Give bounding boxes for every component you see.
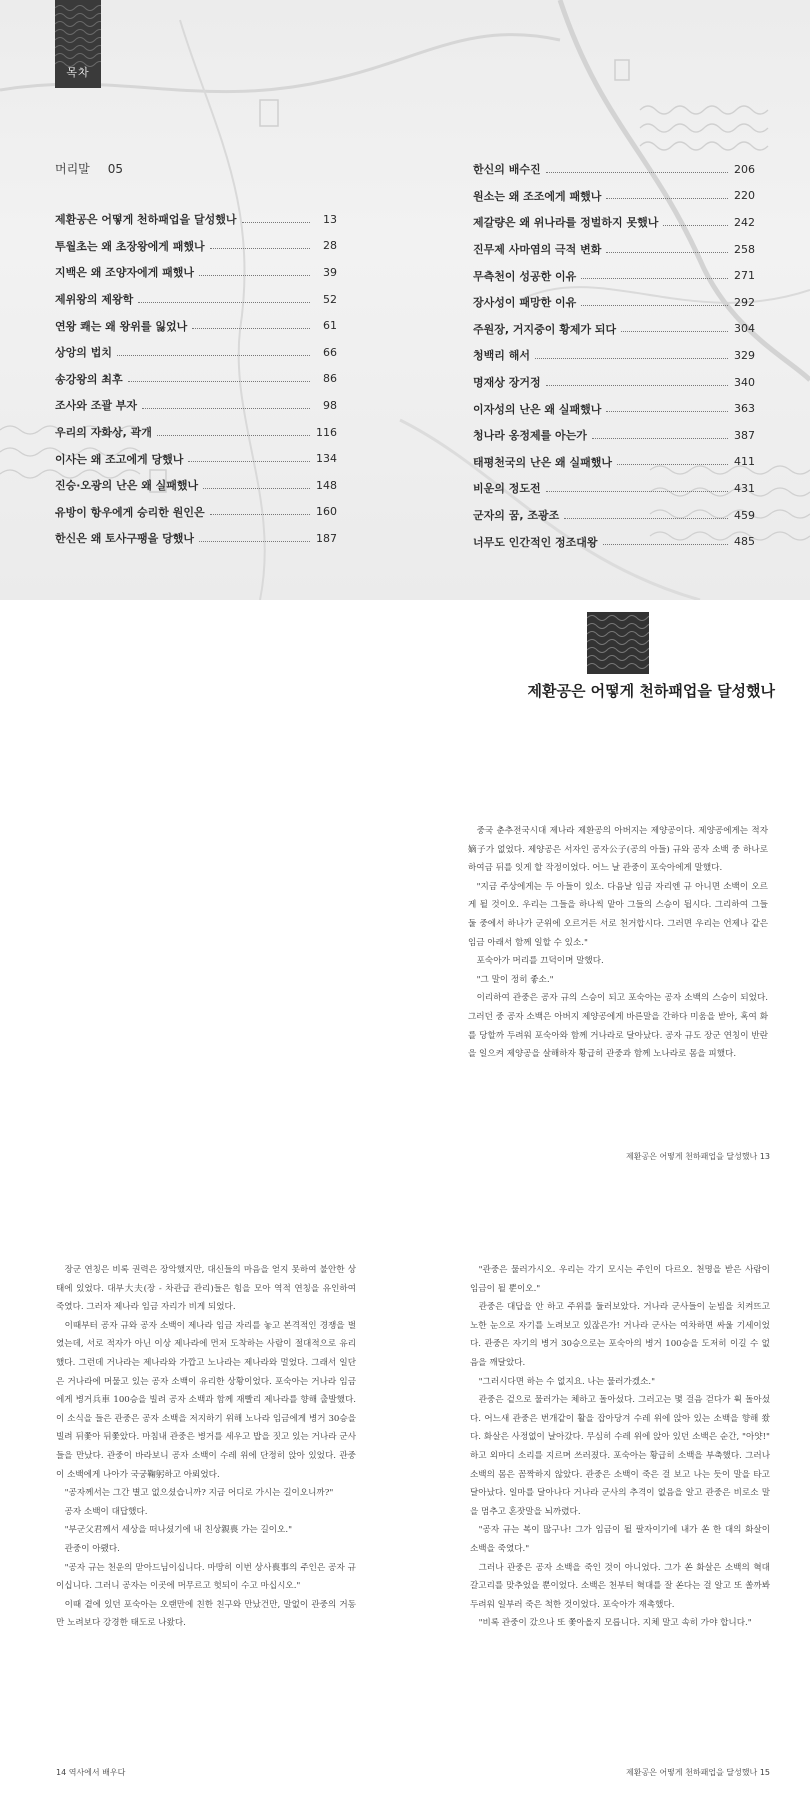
toc-entry-page: 187: [316, 531, 337, 545]
toc-entry[interactable]: [473, 183, 755, 210]
toc-dot-leader: [546, 172, 728, 173]
toc-entry[interactable]: [55, 419, 337, 446]
toc-dot-leader: [128, 381, 310, 382]
body-paragraph: "관중은 물러가시오. 우리는 각기 모시는 주인이 다르오. 천명을 받은 사람이 임금이 될 뿐이오.": [470, 1265, 770, 1294]
toc-dot-leader: [142, 408, 310, 409]
toc-dot-leader: [210, 514, 310, 515]
toc-entry-page: 86: [323, 372, 337, 386]
toc-entry-page: 39: [323, 265, 337, 279]
body-paragraph: 그러나 관중은 공자 소백을 죽인 것이 아니었다. 그가 쏜 화살은 소백의 혁대 갈고리를 맞추었을 뿐이었다. 소백은 천부터 혁대를 잘 쏜다는 걸 알고 또 쏠까봐 두려워 일부러 죽은 척한 것이었다. 포숙아가 재촉했다.: [470, 1562, 770, 1610]
toc-entry-title: 비운의 정도전: [473, 482, 541, 496]
toc-entry-title: 진무제 사마염의 극적 변화: [473, 243, 602, 257]
toc-dot-leader: [199, 275, 310, 276]
chapter-title: 제환공은 어떻게 천하패업을 달성했나: [527, 682, 775, 700]
toc-entry[interactable]: [473, 502, 755, 529]
toc-entry[interactable]: [55, 472, 337, 499]
toc-entry[interactable]: [55, 312, 337, 339]
body-paragraph: "공자 규는 천운의 맏아드님이십니다. 마땅히 이번 상사喪事의 주인은 공자 규이십니다. 그러니 공자는 이곳에 머무르고 헛되이 수고 마십시오.": [56, 1562, 356, 1592]
toc-entry-title: 무측천이 성공한 이유: [473, 269, 577, 283]
toc-dot-leader: [606, 252, 728, 253]
wave-pattern-icon: [587, 612, 649, 674]
toc-entry-page: 387: [734, 428, 755, 442]
toc-entry-page: 459: [734, 508, 755, 522]
toc-entry-title: 주원장, 거지중이 황제가 되다: [473, 322, 617, 336]
body-paragraph: 관중이 아뢨다.: [64, 1543, 120, 1554]
toc-entry-title: 투월초는 왜 초장왕에게 패했나: [55, 239, 205, 253]
toc-entry[interactable]: [473, 449, 755, 476]
toc-dot-leader: [188, 461, 310, 462]
page-14-footer: 14 역사에서 배우다: [56, 1768, 126, 1777]
body-paragraph: "그 말이 정히 좋소.": [476, 974, 554, 985]
toc-entry-page: 258: [734, 242, 755, 256]
toc-entry-page: 52: [323, 292, 337, 306]
toc-entry-title: 제위왕의 제왕학: [55, 293, 134, 307]
body-paragraph: "공자 규는 복이 많구나! 그가 임금이 될 팔자이기에 내가 쏜 한 대의 화살이 소백을 죽였다.": [470, 1525, 770, 1554]
toc-dot-leader: [546, 491, 728, 492]
toc-entry[interactable]: [55, 259, 337, 286]
toc-dot-leader: [535, 358, 728, 359]
body-paragraph: 이때 곁에 있던 포숙아는 오랜만에 친한 친구와 만났건만, 말없이 관중의 거동만 노려보다 강경한 태도로 나왔다.: [56, 1599, 356, 1629]
body-paragraph: 관중은 대답을 안 하고 주위를 둘러보았다. 거나라 군사들이 눈빔을 치켜뜨고 노한 눈으로 자기를 노려보고 있잖은가! 거나라 군사는 여차하면 싸울 기세이었다. 관중은 자기의 병거 30승으로는 포숙아의 병거 100승을 도저히 이길 수 없음을 깨달았다.: [470, 1302, 770, 1368]
toc-spread: [0, 0, 810, 600]
toc-dot-leader: [564, 518, 728, 519]
toc-entry[interactable]: [473, 528, 755, 555]
toc-entry[interactable]: [473, 289, 755, 316]
toc-entry-page: 61: [323, 319, 337, 333]
toc-dot-leader: [621, 331, 728, 332]
toc-entry[interactable]: [473, 342, 755, 369]
toc-entry-title: 태평천국의 난은 왜 실패했나: [473, 455, 612, 469]
body-paragraph: 중국 춘추전국시대 제나라 제환공의 아버지는 제양공이다. 제양공에게는 적자嫡子가 없었다. 제양공은 서자인 공자公子(공의 아들) 규와 공자 소백 중 하나로 하여금 뒤를 잇게 할 작정이었다. 어느 날 관중이 포숙아에게 말했다.: [468, 826, 768, 874]
toc-entry-title: 제환공은 어떻게 천하패업을 달성했나: [55, 213, 237, 227]
body-paragraph: "그러시다면 하는 수 없지요. 나는 물러가겠소.": [478, 1376, 656, 1387]
toc-entry[interactable]: [55, 366, 337, 393]
page-13-body: [468, 822, 768, 1064]
toc-dot-leader: [592, 438, 728, 439]
toc-badge: [55, 0, 101, 88]
toc-entry-title: 송강왕의 최후: [55, 372, 123, 386]
page-13-footer: 제환공은 어떻게 천하패업을 달성했나 13: [626, 1152, 770, 1161]
toc-preface-page: 05: [107, 162, 124, 176]
toc-entry-title: 너무도 인간적인 정조대왕: [473, 535, 598, 549]
toc-dot-leader: [199, 541, 310, 542]
toc-entry[interactable]: [473, 395, 755, 422]
toc-entry-page: 116: [316, 425, 337, 439]
toc-entry[interactable]: [473, 262, 755, 289]
toc-entry-page: 66: [323, 345, 337, 359]
toc-entry[interactable]: [55, 206, 337, 233]
toc-entry-title: 연왕 쾌는 왜 왕위를 잃었나: [55, 319, 188, 333]
toc-entry-title: 청백리 해서: [473, 349, 530, 363]
toc-badge-label: 목차: [66, 66, 90, 79]
toc-entry[interactable]: [55, 233, 337, 260]
toc-entry-page: 134: [316, 452, 337, 466]
toc-entry[interactable]: [473, 209, 755, 236]
chapter-wave-pattern: [587, 612, 649, 674]
toc-entry-page: 206: [734, 162, 755, 176]
toc-dot-leader: [117, 355, 310, 356]
toc-entry-title: 이자성의 난은 왜 실패했나: [473, 402, 602, 416]
body-paragraph: 이때부터 공자 규와 공자 소백이 제나라 임금 자리를 놓고 본격적인 경쟁을 벌였는데, 서로 적자가 아닌 이상 제나라에 먼저 도착하는 사람이 절대적으로 유리했다. 그런데 거나라는 제나라와 가깝고 노나라는 제나라와 멀었다. 그래서 일단은 거나라에 머물고 있는 공자 소백이 유리한 상황이었다. 포숙아는 거나라 임금에게 병거兵車 100승을 빌려 공자 소백과 함께 재빨리 제나라를 향해 출발했다. 이 소식을 들은 관중은 공자 소백을 저지하기 위해 노나라 임금에게 병거 30승을 빌려 뒤쫓아 뒤쫓았다. 마침내 관중은 병거를 세우고 밥을 짓고 있는 거나라 군사들을 만났다. 관중이 바라보니 공자 소백이 수레 위에 단정히 앉아 있었다. 관중이 소백에게 나아가 국궁鞠躬하고 아뢰었다.: [56, 1320, 356, 1480]
toc-entry-page: 148: [316, 478, 337, 492]
toc-entry-page: 340: [734, 375, 755, 389]
toc-entry[interactable]: [55, 525, 337, 552]
toc-entry-title: 조사와 조괄 부자: [55, 399, 138, 413]
toc-left-column: [55, 206, 337, 552]
toc-entry-title: 유방이 항우에게 승리한 원인은: [55, 505, 205, 519]
toc-entry-title: 명재상 장거정: [473, 376, 541, 390]
toc-entry-page: 363: [734, 402, 755, 416]
toc-entry-title: 군자의 꿈, 조광조: [473, 509, 560, 523]
toc-entry[interactable]: [55, 445, 337, 472]
toc-dot-leader: [603, 544, 728, 545]
toc-preface[interactable]: [55, 160, 123, 177]
toc-entry-title: 청나라 옹정제를 아는가: [473, 429, 587, 443]
toc-dot-leader: [581, 278, 728, 279]
body-paragraph: "공자께서는 그간 별고 없으셨습니까? 지금 어디로 가시는 길이오니까?": [64, 1488, 334, 1499]
toc-entry-page: 431: [734, 481, 755, 495]
toc-entry-page: 485: [734, 535, 755, 549]
toc-entry[interactable]: [473, 236, 755, 263]
toc-entry[interactable]: [473, 156, 755, 183]
toc-entry-title: 원소는 왜 조조에게 패했나: [473, 189, 602, 203]
toc-entry-page: 271: [734, 269, 755, 283]
toc-entry-page: 160: [316, 505, 337, 519]
toc-entry-page: 304: [734, 322, 755, 336]
body-paragraph: 장군 연칭은 비록 권력은 장악했지만, 대신들의 마음을 얻지 못하여 불안한 상태에 있었다. 대부大夫(장 - 차관급 관리)들은 힘을 모아 역적 연칭을 유인하여 죽였다. 그러자 제나라 임금 자리가 비게 되었다.: [56, 1265, 356, 1313]
body-paragraph: 이리하여 관중은 공자 규의 스승이 되고 포숙아는 공자 소백의 스승이 되었다. 그러던 중 공자 소백은 아버지 제양공에게 바른말을 간하다 미움을 받아, 혹여 화를 당할까 두려워 포숙아와 함께 거나라로 달아났다. 공자 규도 장군 연칭이 반란을 일으켜 제양공을 살해하자 황급히 관중과 함께 노나라로 몸을 피했다.: [468, 993, 768, 1060]
page-15-body: [470, 1261, 770, 1633]
toc-dot-leader: [546, 385, 728, 386]
toc-entry-page: 411: [734, 455, 755, 469]
body-paragraph: "지금 주상에게는 두 아들이 있소. 다음날 임금 자리엔 규 아니면 소백이 오르게 될 것이오. 우리는 그들을 하나씩 맡아 그들의 스승이 됩시다. 그리하여 그들 둘 중에서 하나가 군위에 오르거든 서로 천거합시다. 그러면 우리는 언제나 같은 임금 아래서 함께 일할 수 있소.": [468, 881, 768, 948]
page-14-body: [56, 1261, 356, 1633]
toc-entry-page: 98: [323, 398, 337, 412]
toc-entry-title: 진승·오광의 난은 왜 실패했나: [55, 479, 199, 493]
toc-dot-leader: [242, 222, 310, 223]
body-paragraph: "비록 관중이 갔으나 또 쫓아올지 모릅니다. 지체 말고 속히 가야 합니다.": [478, 1618, 752, 1629]
toc-dot-leader: [157, 435, 310, 436]
toc-entry-title: 지백은 왜 조양자에게 패했나: [55, 266, 194, 280]
toc-entry-title: 이사는 왜 조고에게 당했나: [55, 452, 184, 466]
body-paragraph: "부군父君께서 세상을 떠나셨기에 내 친상親喪 가는 길이오.": [64, 1525, 293, 1536]
toc-entry[interactable]: [473, 422, 755, 449]
toc-dot-leader: [617, 464, 728, 465]
toc-entry-page: 220: [734, 189, 755, 203]
toc-entry-page: 242: [734, 215, 755, 229]
toc-dot-leader: [606, 411, 728, 412]
toc-entry[interactable]: [55, 339, 337, 366]
toc-entry[interactable]: [473, 475, 755, 502]
toc-entry-page: 292: [734, 295, 755, 309]
toc-dot-leader: [581, 305, 728, 306]
toc-entry-title: 장사성이 패망한 이유: [473, 296, 577, 310]
toc-dot-leader: [192, 328, 310, 329]
toc-entry-page: 329: [734, 348, 755, 362]
toc-dot-leader: [210, 248, 310, 249]
toc-entry[interactable]: [55, 499, 337, 526]
toc-entry-title: 상앙의 법치: [55, 346, 112, 360]
toc-preface-title: 머리말: [55, 162, 90, 176]
toc-dot-leader: [606, 198, 728, 199]
body-paragraph: 공자 소백이 대답했다.: [64, 1506, 148, 1517]
toc-entry[interactable]: [473, 316, 755, 343]
toc-dot-leader: [663, 225, 728, 226]
toc-dot-leader: [203, 488, 310, 489]
toc-entry-title: 한신은 왜 토사구팽을 당했나: [55, 532, 194, 546]
toc-entry[interactable]: [473, 369, 755, 396]
toc-right-column: [473, 156, 755, 555]
toc-entry[interactable]: [55, 286, 337, 313]
toc-entry-title: 한신의 배수진: [473, 163, 541, 177]
toc-entry[interactable]: [55, 392, 337, 419]
toc-dot-leader: [138, 302, 310, 303]
toc-entry-page: 28: [323, 239, 337, 253]
body-paragraph: 포숙아가 머리를 끄덕이며 말했다.: [476, 956, 604, 967]
toc-entry-page: 13: [323, 212, 337, 226]
page-15-footer: 제환공은 어떻게 천하패업을 달성했나 15: [626, 1768, 770, 1777]
toc-entry-title: 우리의 자화상, 곽개: [55, 426, 152, 440]
body-paragraph: 관중은 겉으로 물러가는 체하고 돌아섰다. 그러고는 몇 걸음 걷다가 휙 돌아섰다. 어느새 관중은 번개같이 활을 잡아당겨 수레 위에 앉아 있는 소백을 향해 쐈다. 화살은 사정없이 날아갔다. 무심히 수레 위에 앉아 있던 소백은 순간, "아얏!" 하고 외마디 소리를 지르며 쓰러졌다. 포숙아는 황급히 소백을 부축했다. 그러나 소백의 몸은 꼼짝하지 않았다. 관중은 소백이 죽은 걸 보고 나는 듯이 말을 타고 달아났다. 일마를 달아나다 거나라 군사의 추격이 없음을 알고 관중은 비로소 말을 멈추고 혼잣말을 뇌까렸다.: [470, 1395, 770, 1517]
toc-entry-title: 제갈량은 왜 위나라를 정벌하지 못했나: [473, 216, 659, 230]
